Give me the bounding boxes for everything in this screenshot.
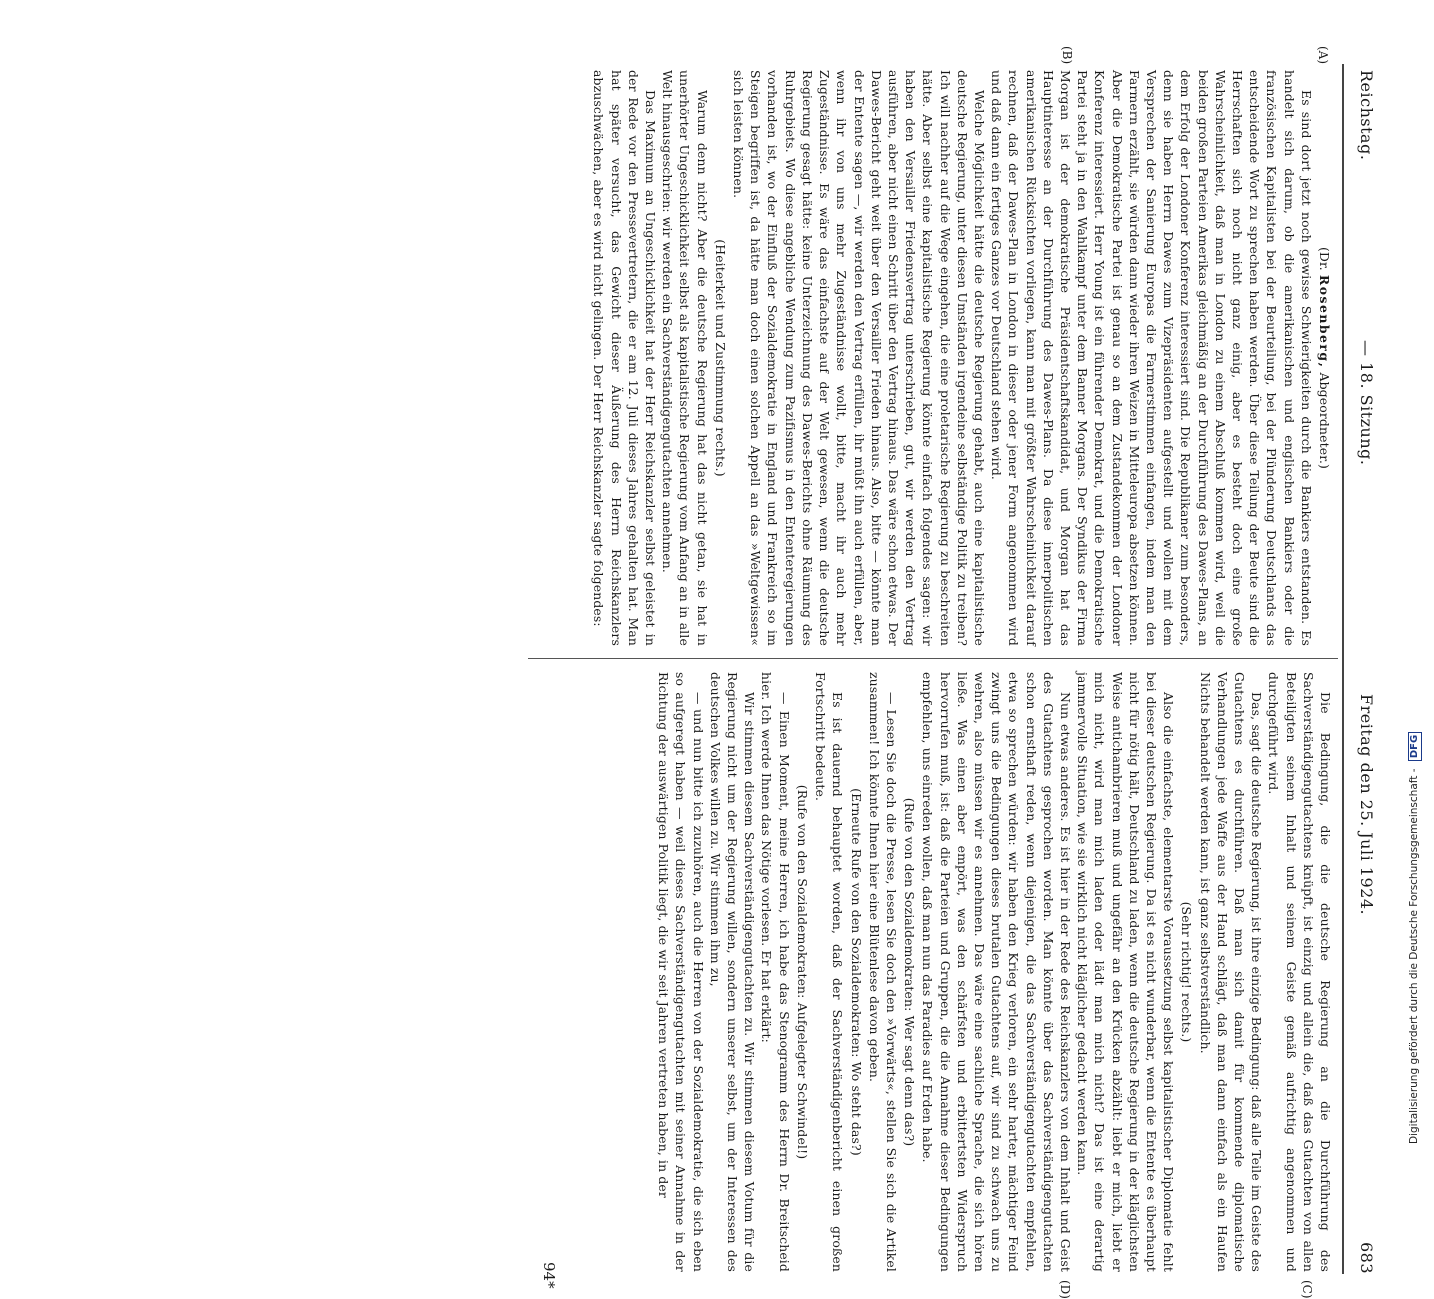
speaker-name: Rosenberg, [1317, 274, 1332, 369]
left-column [590, 70, 1334, 646]
paragraph: — Lesen Sie doch die Presse, lesen Sie doch den »Vorwärts«, stellen Sie sich die Artikel zusammen! Ich könnte Ihnen hier eine Blütenlese davon geben. [866, 672, 899, 1272]
paragraph: Welche Möglichkeit hätte die deutsche Regierung gehabt, auch eine kapitalistische deutsche Regierung, unter diesen Umständen irgendeine selbständige Politik zu treiben? Ich will nachher auf die Wege eingehen, die eine proletarische Regierung zu beschreiten hätte. Aber selbst eine kapitalistische Regierung könnte einfach folgendes sagen: wir haben den Versailler Friedensvertrag unterschrieben, gut, wir werden den Vertrag ausführen, aber nicht einen Schritt über den Vertrag hinaus. Das wäre schon etwas. Der Dawes-Bericht geht weit über den Versailler Frieden hinaus. Also, bitte — könnte man der Entente sagen —, wir werden den Vertrag erfüllen, ihr müßt ihn auch erfüllen, aber, wenn ihr von uns mehr Zugeständnisse wollt, bitte, macht ihr auch mehr Zugeständnisse. Es wäre das einfachste auf der Welt gewesen, wenn die deutsche Regierung gesagt hätte: keine Unterzeichnung des Dawes-Berichts ohne Räumung des Ruhrgebiets. Wo diese angebliche Wendung zum Pazifismus in den Ententeregierungen vorhanden ist, wo der Einfluß der Sozialdemokratie in England und Frankreich so im Steigen begriffen ist, da hätte man doch einen solchen Appell an das »Weltgewissen« sich leisten können. [731, 70, 987, 646]
header-rule [1342, 64, 1344, 1274]
right-column [655, 672, 1334, 1272]
interjection: (Erneute Rufe von den Sozialdemokraten: Wo steht das?) [848, 788, 864, 1156]
digitization-notice [1408, 64, 1422, 1144]
interjection: (Rufe von den Sozialdemokraten: Wer sagt denn das?) [902, 797, 918, 1147]
margin-marker-c: (C) [1300, 1280, 1314, 1299]
speaker-prefix: (Dr. [1317, 246, 1332, 271]
paragraph: Nun etwas anderes. Es ist hier in der Rede des Reichskanzlers von dem Inhalt und Geist des Gutachtens gesprochen worden. Man könnte über das Sachverständigengutachten schon ernsthaft reden, wenn diejenigen, die das Sachverständigengutachten empfehlen, etwa so sprechen würden: wir haben den Krieg verloren, ein sehr harter, mächtiger Feind zwingt uns die Bedingungen dieses brutalen Gutachtens auf, wir sind zu schwach uns zu wehren, also müssen wir es annehmen. Das wäre eine sachliche Sprache, die sich hören ließe. Was einen aber empört, was den schärfsten und erbittertsten Widerspruch hervorrufen muß, ist: daß die Parteien und Gruppen, die die Annahme dieser Bedingungen empfehlen, uns einreden wollen, daß man nun das Paradies auf Erden habe. [920, 672, 1073, 1272]
paragraph: Es ist dauernd behauptet worden, daß der Sachverständigenbericht einen großen Fortschritt bedeute. [813, 672, 846, 1272]
paragraph: — und nun bitte ich zuzuhören, auch die Herren von der Sozialdemokratie, die sich eben so aufgeregt haben — weil dieses Sachverständigengutachten mit seiner Annahme in der Richtung der auswärtigen Politik liegt, die wir seit Jahren vertreten haben, in der [656, 672, 706, 1272]
digitization-notice-text: Digitalisierung gefördert durch die Deutsche Forschungsgemeinschaft - [1408, 768, 1420, 1144]
quoted-paragraph: Wir stimmen diesem Sachverständigengutachten zu. Wir stimmen diesem Votum für die Regierung nicht um der Regierung willen, sondern unserer selbst, um der Interessen des deutschen Volkes willen zu. Wir stimmen ihm zu, [707, 672, 758, 1272]
header-page-number: 683 [1357, 1242, 1376, 1275]
speaker-line [1316, 70, 1333, 646]
quoted-paragraph: Die Bedingung, die die deutsche Regierung an die Durchführung des Sachverständigengutachtens knüpft, ist einzig und allein die, daß das Gutachten von allen Beteiligten seinem Inhalt und seinem Geiste gemäß aufrichtig angenommen und durchgeführt wird. [1266, 672, 1333, 1272]
paragraph: Das Maximum an Ungeschicklichkeit hat der Herr Reichskanzler selbst geleistet in der Rede vor den Pressevertretern, die er am 12. Juli dieses Jahres gehalten hat. Man hat später versucht, das Gewicht dieser Äußerung des Herrn Reichskanzlers abzuschwächen, aber es wird nicht gelingen. Der Herr Reichskanzler sagte folgendes: [591, 70, 659, 646]
margin-marker-a: (A) [1316, 46, 1330, 65]
paragraph: Also die einfachste, elementarste Voraussetzung selbst kapitalistischer Diplomatie fehlt bei dieser deutschen Regierung. Da ist es nicht wunderbar, wenn die Entente es überhaupt nicht für nötig hält, Deutschland zu laden, wenn die deutsche Regierung in der kläglichsten Weise antichambrieren muß und ungefähr an den Krücken abzählt: liebt er mich, liebt er mich nicht, wird man mich laden oder lädt man mich nicht? Das ist eine derartig jammervolle Situation, wie sie wirklich nicht kläglicher gedacht werden kann. [1075, 672, 1177, 1272]
interjection: (Heiterkeit und Zustimmung rechts.) [712, 239, 728, 477]
paragraph: Es sind dort jetzt noch gewisse Schwierigkeiten durch die Bankiers entstanden. Es handelt sich darum, ob die amerikanischen und englischen Bankiers oder die französischen Kapitalisten bei der Beurteilung, bei der Plünderung Deutschlands das entscheidende Wort zu sprechen haben werden. Über diese Teilung der Beute sind die Herrschaften sich noch nicht ganz einig, aber es besteht doch eine große Wahrscheinlichkeit, daß man in London zu einem Abschluß kommen wird, weil die beiden großen Parteien Amerikas gleichmäßig an der Durchführung des Dawes-Plans, an dem Erfolg der Londoner Konferenz interessiert sind. Die Republikaner zum besonders, denn sie haben Herrn Dawes zum Vizepräsidenten aufgestellt und wollen mit dem Versprechen der Sanierung Europas die Farmerstimmen einfangen, indem man den Farmern erzählt, sie würden dann wieder ihren Weizen in Mitteleuropa absetzen können. Aber die Demokratische Partei ist genau so an dem Zustandekommen der Londoner Konferenz interessiert. Herr Young ist ein führender Demokrat, und die Demokratische Partei steht ja in den Wahlkampf unter dem Banner Morgans. Der Syndikus der Firma Morgan ist der demokratische Präsidentschaftskandidat, und Morgan hat das Hauptinteresse an der Durchführung des Dawes-Plans. Da diese innerpolitischen amerikanischen Rücksichten vorliegen, kann man mit größter Wahrscheinlichkeit darauf rechnen, daß der Dawes-Plan in London in dieser oder jener Form angenommen wird und daß dann ein fertiges Ganzes vor Deutschland stehen wird. [989, 70, 1314, 646]
interjection: (Sehr richtig! rechts.) [1179, 901, 1195, 1043]
speaker-role: Abgeordneter.) [1317, 372, 1332, 470]
header-chamber: Reichstag. [1357, 70, 1376, 161]
header-date: Freitag den 25. Juli 1924. [1357, 694, 1376, 916]
dfg-logo: DFG [1408, 732, 1422, 761]
paragraph: — Einen Moment, meine Herren, ich habe das Stenogramm des Herrn Dr. Breitscheid hier. Ich werde Ihnen das Nötige vorlesen. Er hat erklärt: [759, 672, 792, 1272]
column-divider [528, 658, 1338, 659]
paragraph: Das, sagt die deutsche Regierung, ist ihre einzige Bedingung: daß alle Teile im Geiste des Gutachtens es durchführen. Daß man sich damit für kommende diplomatische Verhandlungen jede Waffe aus der Hand schlägt, daß man dann einfach als ein Haufen Nichts behandelt werden kann, ist ganz selbstverständlich. [1197, 672, 1265, 1272]
sheet-signature: 94* [540, 1262, 558, 1289]
margin-marker-d: (D) [1058, 1280, 1072, 1299]
page-header [1348, 62, 1376, 1280]
paragraph: Warum denn nicht? Aber die deutsche Regierung hat das nicht getan, sie hat in unerhörter Ungeschicklichkeit selbst als kapitalistische Regierung vom Anfang an in alle Welt hinausgeschrien: wir werden ein Sachverständigengutachten annehmen. [660, 70, 710, 646]
margin-marker-b: (B) [1060, 46, 1074, 65]
header-session: — 18. Sitzung. [1357, 340, 1376, 466]
interjection: (Rufe von den Sozialdemokraten: Aufgelegter Schwindel!) [794, 784, 810, 1160]
